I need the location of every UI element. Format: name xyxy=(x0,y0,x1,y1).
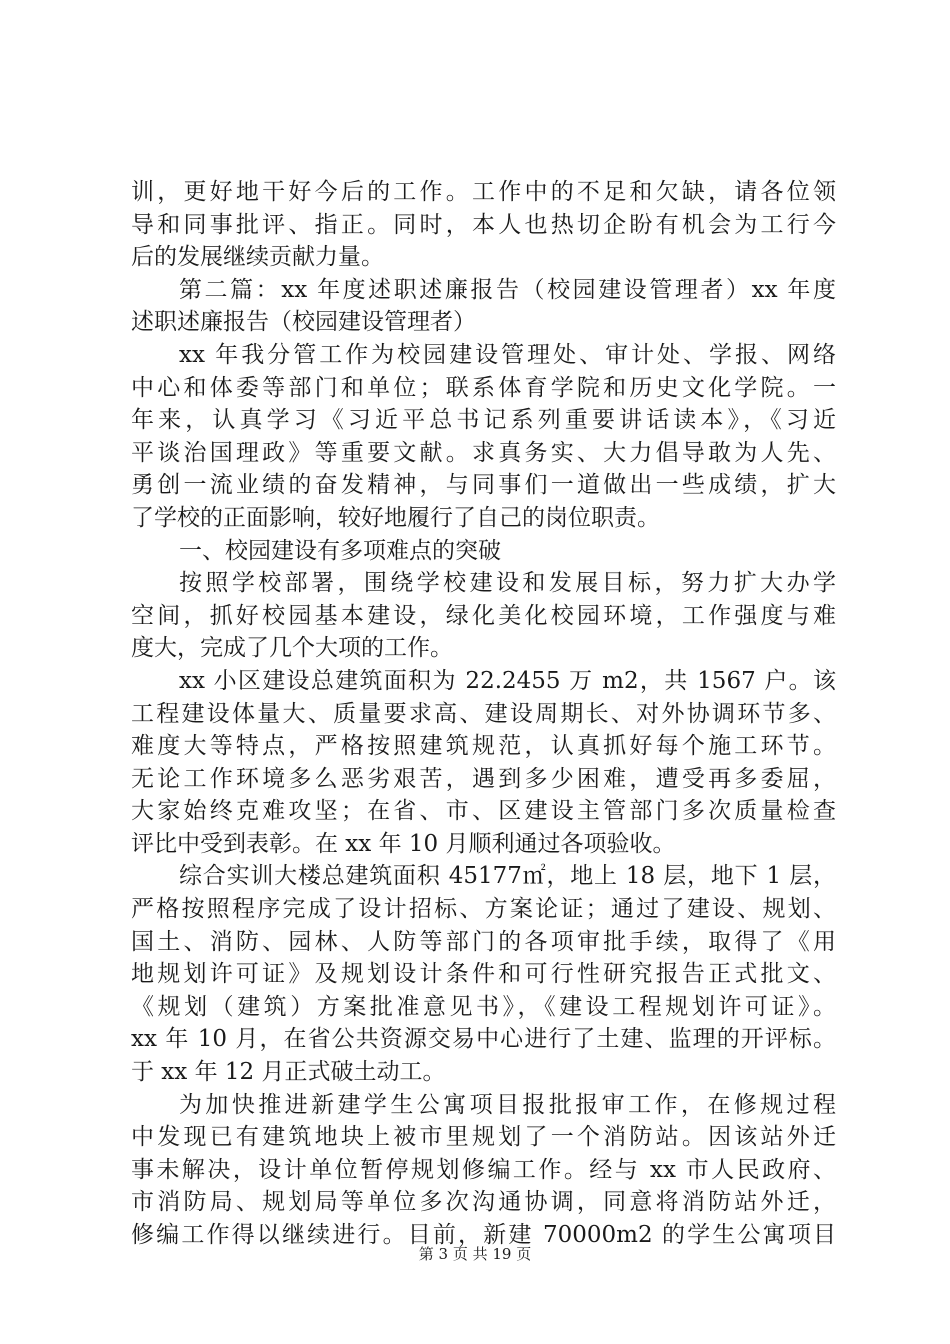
text-line: 修编工作得以继续进行。目前，新建 70000m2 的学生公寓项目 xyxy=(131,1222,836,1248)
text-line: 无论工作环境多么恶劣艰苦，遇到多少困难，遭受再多委屈， xyxy=(131,765,836,792)
text-line: 度大，完成了几个大项的工作。 xyxy=(131,635,453,662)
text-line: 难度大等特点，严格按照建筑规范，认真抓好每个施工环节。 xyxy=(131,733,836,760)
text-line: 工程建设体量大、质量要求高、建设周期长、对外协调环节多、 xyxy=(131,700,836,727)
text-line: xx 小区建设总建筑面积为 22.2455 万 m2，共 1567 户。该 xyxy=(179,667,836,694)
text-line: 严格按照程序完成了设计招标、方案论证；通过了建设、规划、 xyxy=(131,896,836,923)
text-line: 导和同事批评、指正。同时，本人也热切企盼有机会为工行今 xyxy=(131,211,836,238)
text-line: 年来，认真学习《习近平总书记系列重要讲话读本》，《习近 xyxy=(131,407,836,434)
text-line: 一、校园建设有多项难点的突破 xyxy=(179,537,501,564)
text-line: 训，更好地干好今后的工作。工作中的不足和欠缺，请各位领 xyxy=(131,179,836,205)
text-line: 《规划（建筑）方案批准意见书》，《建设工程规划许可证》。 xyxy=(131,993,836,1020)
text-line: 第二篇：xx 年度述职述廉报告（校园建设管理者）xx 年度 xyxy=(179,276,836,303)
text-line: 勇创一流业绩的奋发精神，与同事们一道做出一些成绩，扩大 xyxy=(131,472,836,499)
text-line: 国土、消防、园林、人防等部门的各项审批手续，取得了《用 xyxy=(131,928,836,955)
text-line: 事未解决，设计单位暂停规划修编工作。经与 xx 市人民政府、 xyxy=(131,1156,836,1183)
document-body xyxy=(131,176,836,1252)
text-line: 中发现已有建筑地块上被市里规划了一个消防站。因该站外迁 xyxy=(131,1124,836,1151)
text-line: 评比中受到表彰。在 xx 年 10 月顺利通过各项验收。 xyxy=(131,830,676,857)
page-footer: 第 3 页 共 19 页 xyxy=(418,1245,532,1263)
text-line: 中心和体委等部门和单位；联系体育学院和历史文化学院。一 xyxy=(131,374,836,401)
text-line: 大家始终克难攻坚；在省、市、区建设主管部门多次质量检查 xyxy=(131,798,836,825)
text-line: 述职述廉报告（校园建设管理者） xyxy=(131,309,476,336)
text-line: 地规划许可证》及规划设计条件和可行性研究报告正式批文、 xyxy=(131,961,836,988)
text-line: 空间，抓好校园基本建设，绿化美化校园环境，工作强度与难 xyxy=(131,602,836,629)
text-line: 于 xx 年 12 月正式破土动工。 xyxy=(131,1059,446,1086)
text-line: 综合实训大楼总建筑面积 45177㎡，地上 18 层，地下 1 层， xyxy=(179,863,836,890)
text-line: 为加快推进新建学生公寓项目报批报审工作，在修规过程 xyxy=(179,1091,836,1118)
text-line: 了学校的正面影响，较好地履行了自己的岗位职责。 xyxy=(131,504,660,531)
text-line: 平谈治国理政》等重要文献。求真务实、大力倡导敢为人先、 xyxy=(131,439,836,466)
text-line: 市消防局、规划局等单位多次沟通协调，同意将消防站外迁， xyxy=(131,1189,836,1216)
text-line: xx 年 10 月，在省公共资源交易中心进行了土建、监理的开评标。 xyxy=(131,1026,836,1053)
text-line: 后的发展继续贡献力量。 xyxy=(131,244,384,271)
text-line: 按照学校部署，围绕学校建设和发展目标，努力扩大办学 xyxy=(179,570,836,597)
text-line: xx 年我分管工作为校园建设管理处、审计处、学报、网络 xyxy=(179,341,836,368)
